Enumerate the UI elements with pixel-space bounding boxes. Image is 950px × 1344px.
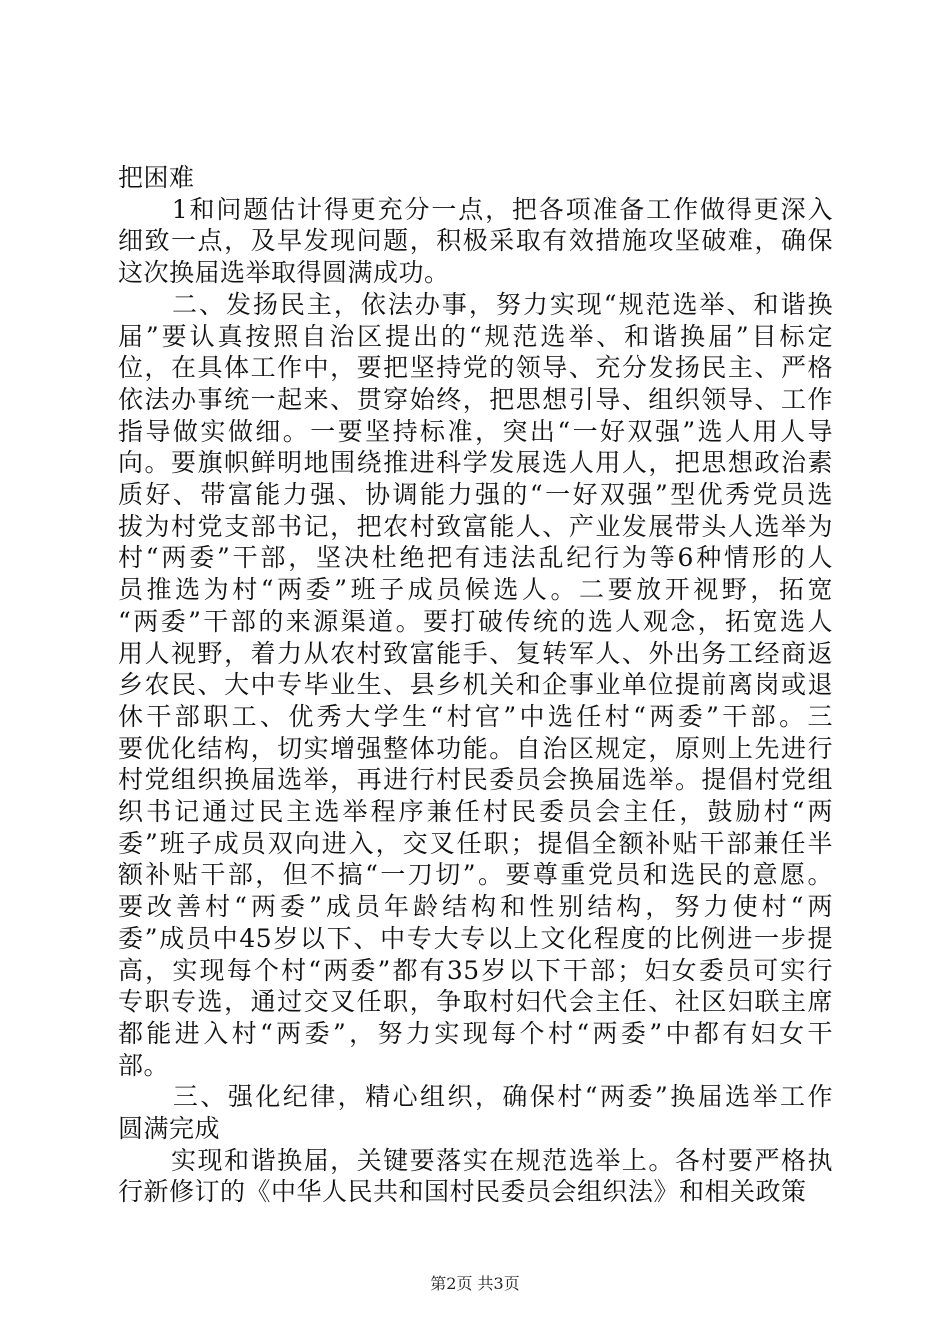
- text-line: 这次换届选举取得圆满成功。: [118, 258, 450, 287]
- text-line: 实现和谐换届，关键要落实在规范选举上。各村要严格执: [118, 1146, 833, 1175]
- text-line: 部。: [118, 1051, 170, 1080]
- text-line: 位，在具体工作中，要把坚持党的领导、充分发扬民主、严格: [118, 353, 833, 382]
- text-line: 指导做实做细。一要坚持标准，突出“一好双强”选人用人导: [118, 417, 833, 446]
- text-line: 三、强化纪律，精心组织，确保村“两委”换届选举工作: [118, 1082, 833, 1111]
- text-line: 都能进入村“两委”，努力实现每个村“两委”中都有妇女干: [118, 1019, 833, 1048]
- text-line: 届”要认真按照自治区提出的“规范选举、和谐换届”目标定: [118, 322, 833, 351]
- text-line: 专职专选，通过交叉任职，争取村妇代会主任、社区妇联主席: [118, 987, 833, 1016]
- text-line: 高，实现每个村“两委”都有35岁以下干部；妇女委员可实行: [118, 956, 833, 985]
- text-line: 乡农民、大中专毕业生、县乡机关和企事业单位提前离岗或退: [118, 670, 833, 699]
- text-line: “两委”干部的来源渠道。要打破传统的选人观念，拓宽选人: [118, 607, 833, 636]
- text-line: 村“两委”干部，坚决杜绝把有违法乱纪行为等6种情形的人: [118, 543, 833, 572]
- text-line: 细致一点，及早发现问题，积极采取有效措施攻坚破难，确保: [118, 226, 833, 255]
- text-line: 要优化结构，切实增强整体功能。自治区规定，原则上先进行: [118, 734, 833, 763]
- text-line: 村党组织换届选举，再进行村民委员会换届选举。提倡村党组: [118, 765, 833, 794]
- text-line: 二、发扬民主，依法办事，努力实现“规范选举、和谐换: [118, 290, 833, 319]
- text-line: 把困难: [118, 163, 195, 192]
- text-line: 向。要旗帜鲜明地围绕推进科学发展选人用人，把思想政治素: [118, 448, 833, 477]
- text-line: 要改善村“两委”成员年龄结构和性别结构，努力使村“两: [118, 892, 833, 921]
- text-line: 委”成员中45岁以下、中专大专以上文化程度的比例进一步提: [118, 924, 833, 953]
- text-line: 1和问题估计得更充分一点，把各项准备工作做得更深入: [118, 195, 833, 224]
- text-line: 拔为村党支部书记，把农村致富能人、产业发展带头人选举为: [118, 512, 833, 541]
- text-line: 织书记通过民主选举程序兼任村民委员会主任，鼓励村“两: [118, 797, 833, 826]
- text-line: 委”班子成员双向进入，交叉任职；提倡全额补贴干部兼任半: [118, 829, 833, 858]
- text-line: 圆满完成: [118, 1114, 221, 1143]
- text-line: 用人视野，着力从农村致富能手、复转军人、外出务工经商返: [118, 639, 833, 668]
- text-line: 员推选为村“两委”班子成员候选人。二要放开视野，拓宽: [118, 575, 833, 604]
- text-line: 依法办事统一起来、贯穿始终，把思想引导、组织领导、工作: [118, 385, 833, 414]
- text-line: 休干部职工、优秀大学生“村官”中选任村“两委”干部。三: [118, 702, 833, 731]
- text-line: 行新修订的《中华人民共和国村民委员会组织法》和相关政策: [118, 1177, 807, 1206]
- text-line: 额补贴干部，但不搞“一刀切”。要尊重党员和选民的意愿。: [118, 860, 833, 889]
- text-line: 质好、带富能力强、协调能力强的“一好双强”型优秀党员选: [118, 480, 833, 509]
- page-footer: 第2页 共3页: [430, 1274, 520, 1293]
